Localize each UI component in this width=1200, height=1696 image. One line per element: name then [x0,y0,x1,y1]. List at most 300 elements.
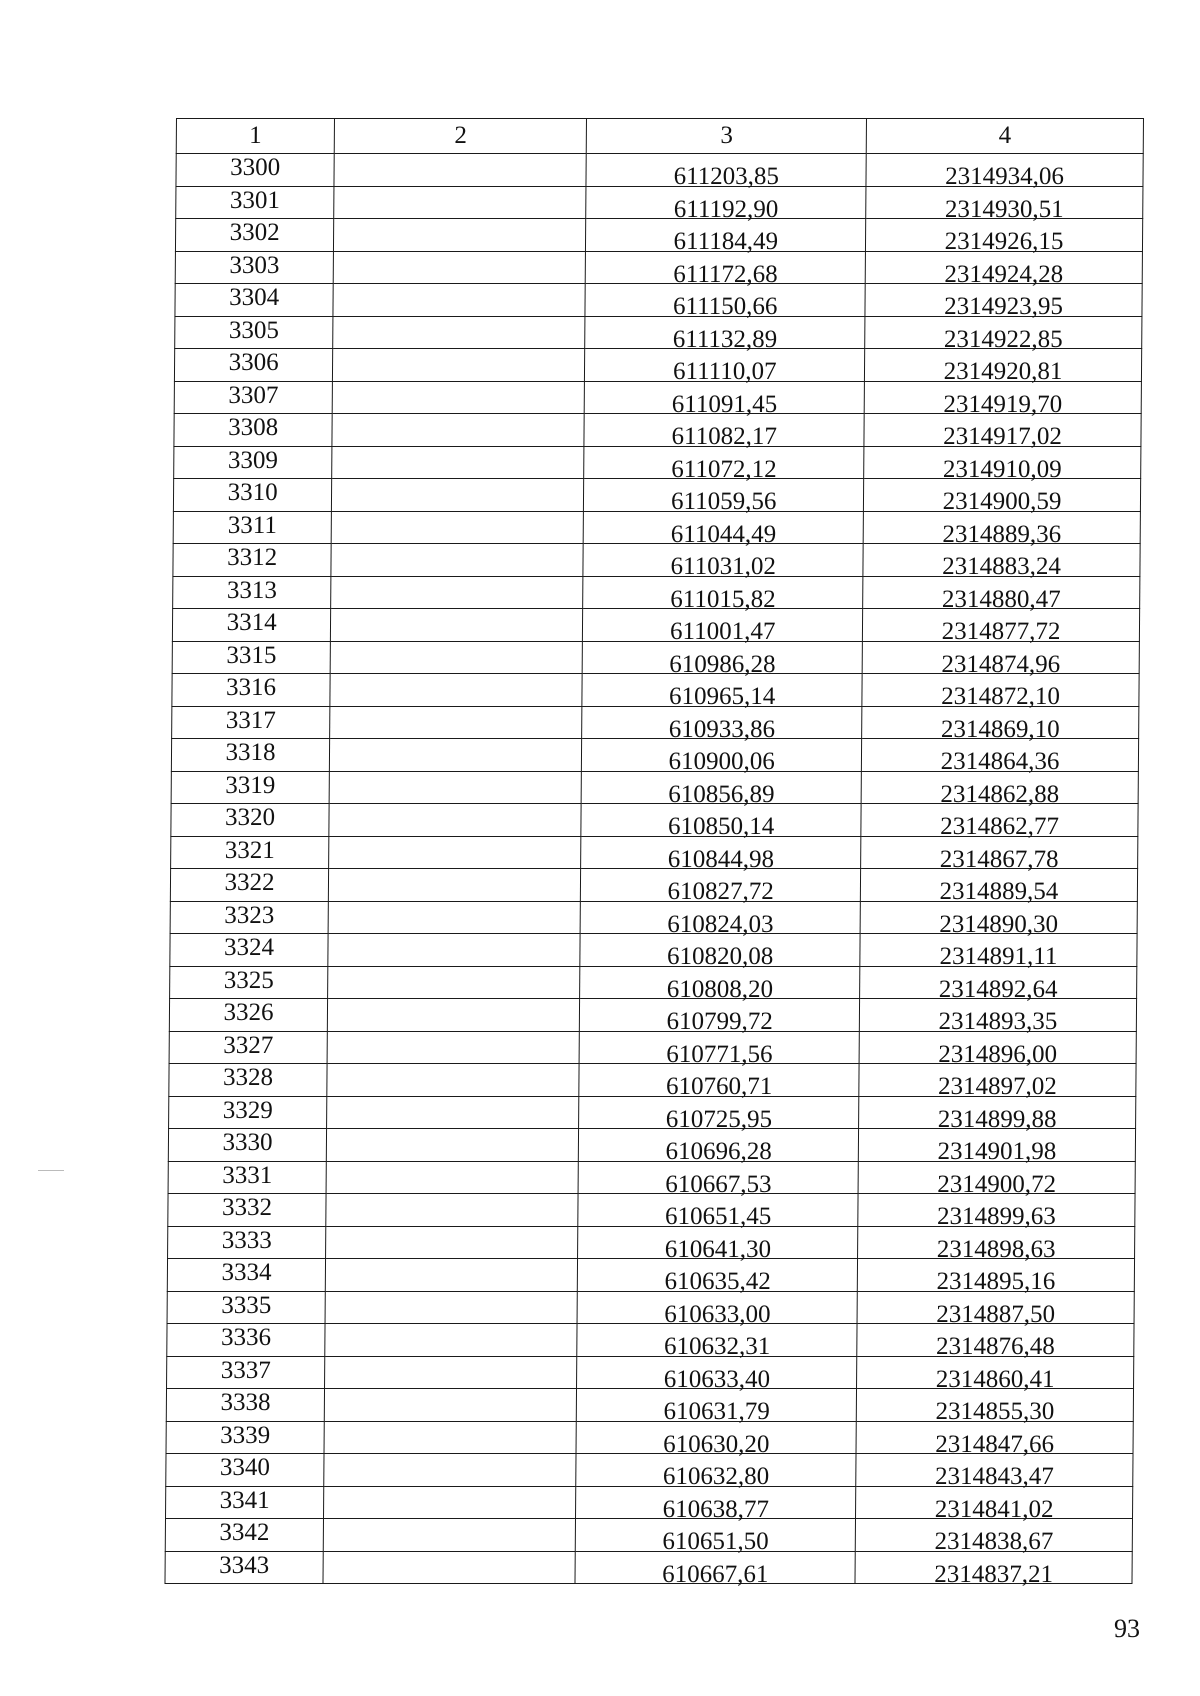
y-coordinate-cell-text: 2314876,48 [935,1333,1055,1361]
x-coordinate-cell-text: 611203,85 [673,163,780,191]
point-number-cell-text: 3304 [229,284,280,312]
point-number-cell [170,934,328,967]
x-coordinate-cell [581,804,861,841]
point-number-cell-text: 3308 [228,414,279,442]
table-row [167,1291,1134,1324]
x-coordinate-cell-text: 610850,14 [667,813,775,841]
x-coordinate-cell-text: 610725,95 [665,1105,773,1133]
table-row [167,1259,1134,1292]
table-row [173,544,1140,577]
point-number-cell [172,641,330,674]
y-coordinate-cell [855,1519,1132,1556]
point-number-cell-text: 3314 [226,609,277,637]
point-number-cell-text: 3313 [226,576,277,604]
x-coordinate-cell [580,966,860,1003]
table-row [169,1031,1136,1064]
x-coordinate-cell-text: 610824,03 [667,910,774,938]
y-coordinate-cell-text: 2314896,00 [938,1040,1058,1068]
x-coordinate-cell-text: 611059,56 [670,488,777,516]
y-coordinate-cell [860,901,1137,938]
point-number-cell-text: 3323 [224,901,275,929]
y-coordinate-cell-text: 2314898,63 [936,1235,1056,1263]
y-coordinate-cell [862,641,1139,678]
y-coordinate-cell-text: 2314860,41 [935,1365,1055,1393]
x-coordinate-cell [585,381,865,418]
x-coordinate-cell [577,1291,857,1328]
y-coordinate-cell [856,1389,1133,1426]
point-number-cell [168,1194,326,1227]
point-number-cell [172,706,330,739]
y-coordinate-cell-text: 2314862,88 [940,780,1060,808]
header-cell-3: 3 [587,119,867,154]
point-number-cell [168,1226,326,1259]
point-number-cell [175,219,333,252]
point-number-cell [171,739,329,772]
x-coordinate-cell-text: 610667,53 [665,1170,772,1198]
y-coordinate-cell-text: 2314893,35 [938,1008,1058,1036]
point-number-cell-text: 3342 [219,1519,270,1547]
x-coordinate-cell-text: 611072,12 [671,455,777,483]
x-coordinate-cell [578,1226,858,1263]
point-number-cell-text: 3341 [219,1486,270,1514]
x-coordinate-cell [578,1161,858,1198]
y-coordinate-cell-text: 2314891,11 [939,943,1058,971]
x-coordinate-cell-text: 610635,42 [664,1268,771,1296]
point-number-cell [170,901,328,934]
point-number-cell [172,609,330,642]
empty-cell [333,316,585,349]
y-coordinate-cell-text: 2314867,78 [939,845,1059,873]
y-coordinate-cell-text: 2314847,66 [935,1430,1055,1458]
point-number-cell [173,544,331,577]
point-number-cell-text: 3339 [220,1421,271,1449]
y-coordinate-cell-text: 2314897,02 [937,1073,1057,1101]
point-number-cell-text: 3329 [222,1096,273,1124]
x-coordinate-cell [577,1324,857,1361]
empty-cell [332,381,584,414]
x-coordinate-cell [575,1551,855,1588]
point-number-cell-text: 3302 [229,219,280,247]
point-number-cell-text: 3327 [223,1031,274,1059]
empty-cell [328,999,580,1032]
x-coordinate-cell [577,1356,857,1393]
x-coordinate-cell [579,1096,859,1133]
x-coordinate-cell [581,869,861,906]
empty-cell [332,479,584,512]
point-number-cell-text: 3305 [228,316,280,344]
table-row [172,674,1139,707]
x-coordinate-cell-text: 611091,45 [671,390,778,418]
y-coordinate-cell-text: 2314917,02 [943,423,1063,451]
table-row [167,1324,1134,1357]
x-coordinate-cell [583,641,863,678]
header-cell-1: 1 [176,119,334,154]
y-coordinate-cell-text: 2314837,21 [934,1560,1054,1588]
y-coordinate-cell-text: 2314887,50 [936,1300,1056,1328]
point-number-cell-text: 3333 [221,1226,272,1254]
x-coordinate-cell [579,1064,859,1101]
point-number-cell [167,1324,325,1357]
x-coordinate-cell [582,706,862,743]
point-number-cell [169,1031,327,1064]
x-coordinate-cell-text: 610641,30 [664,1235,772,1263]
y-coordinate-cell-text: 2314930,51 [944,195,1064,223]
y-coordinate-cell-text: 2314899,63 [936,1203,1056,1231]
empty-cell [332,414,584,447]
empty-cell [334,219,586,252]
x-coordinate-cell-text: 610631,79 [663,1398,770,1426]
point-number-cell [174,349,332,382]
point-number-cell-text: 3337 [220,1356,271,1384]
point-number-cell [171,804,329,837]
y-coordinate-cell-text: 2314890,30 [939,910,1059,938]
table-row [174,414,1141,447]
x-coordinate-cell [586,219,866,256]
y-coordinate-cell [866,219,1143,256]
table-row [168,1194,1135,1227]
y-coordinate-cell-text: 2314910,09 [942,455,1062,483]
empty-cell [328,934,580,967]
x-coordinate-cell [582,739,862,776]
point-number-cell [169,1064,327,1097]
y-coordinate-cell-text: 2314923,95 [944,293,1064,321]
point-number-cell-text: 3318 [225,739,276,767]
point-number-cell-text: 3328 [222,1064,274,1092]
empty-cell [327,1031,579,1064]
table-header-row [176,119,1143,154]
empty-cell [329,836,581,869]
y-coordinate-cell [860,966,1137,1003]
table-row [169,1096,1136,1129]
table-row [169,999,1136,1032]
y-coordinate-cell [864,479,1141,516]
empty-cell [329,771,581,804]
point-number-cell [168,1129,326,1162]
point-number-cell-text: 3324 [223,934,275,962]
x-coordinate-cell [585,284,865,321]
point-number-cell [171,836,329,869]
table-row [173,511,1140,544]
empty-cell [325,1291,577,1324]
x-coordinate-cell [579,1129,859,1166]
x-coordinate-cell [582,674,862,711]
x-coordinate-cell-text: 610632,80 [662,1463,770,1491]
x-coordinate-cell-text: 610638,77 [662,1495,770,1523]
x-coordinate-cell-text: 610986,28 [669,650,776,678]
table-row [171,739,1138,772]
point-number-cell-text: 3334 [221,1259,272,1287]
table-row [176,154,1143,187]
point-number-cell [165,1519,323,1552]
empty-cell [324,1486,576,1519]
x-coordinate-cell [584,511,864,548]
x-coordinate-cell-text: 610808,20 [666,975,774,1003]
point-number-cell [166,1454,324,1487]
point-number-cell [175,251,333,284]
x-coordinate-cell [581,901,861,938]
point-number-cell-text: 3307 [228,381,279,409]
table-row [171,804,1138,837]
x-coordinate-cell-text: 610900,06 [668,748,775,776]
x-coordinate-cell-text: 611110,07 [672,358,777,386]
x-coordinate-cell [576,1421,856,1458]
y-coordinate-cell-text: 2314934,06 [945,163,1065,191]
point-number-cell-text: 3325 [223,966,274,994]
table-row [166,1486,1133,1519]
x-coordinate-cell-text: 610965,14 [669,683,776,711]
point-number-cell-text: 3312 [227,544,278,572]
y-coordinate-cell-text: 2314899,88 [937,1105,1057,1133]
x-coordinate-cell-text: 610827,72 [667,878,774,906]
table-row [175,251,1142,284]
point-number-cell [175,284,333,317]
empty-cell [325,1259,577,1292]
empty-cell [326,1194,578,1227]
empty-cell [328,966,580,999]
point-number-cell [169,1096,327,1129]
y-coordinate-cell [862,674,1139,711]
y-coordinate-cell-text: 2314874,96 [941,650,1061,678]
y-coordinate-cell [865,349,1142,386]
table-row [169,1064,1136,1097]
x-coordinate-cell-text: 610667,61 [662,1560,769,1588]
y-coordinate-cell [858,1129,1135,1166]
table-row [175,219,1142,252]
x-coordinate-cell-text: 610771,56 [666,1040,773,1068]
point-number-cell [174,446,332,479]
table-row [174,349,1141,382]
empty-cell [330,706,582,739]
table-row [173,479,1140,512]
point-number-cell-text: 3317 [225,706,276,734]
y-coordinate-cell-text: 2314864,36 [940,748,1060,776]
empty-cell [328,901,580,934]
table-row [166,1389,1133,1422]
y-coordinate-cell [862,739,1139,776]
y-coordinate-cell [863,511,1140,548]
table-row [168,1129,1135,1162]
table-row [170,934,1137,967]
x-coordinate-cell [586,186,866,223]
x-coordinate-cell-text: 611150,66 [672,293,778,321]
point-number-cell [175,316,333,349]
point-number-cell [170,869,328,902]
y-coordinate-cell [860,934,1137,971]
point-number-cell-text: 3332 [221,1194,273,1222]
x-coordinate-cell-text: 610696,28 [665,1138,772,1166]
point-number-cell-text: 3311 [227,511,278,539]
y-coordinate-cell [863,544,1140,581]
point-number-cell-text: 3321 [224,836,275,864]
point-number-cell-text: 3322 [224,869,275,897]
x-coordinate-cell [584,446,864,483]
x-coordinate-cell [581,836,861,873]
table-row [170,901,1137,934]
x-coordinate-cell [584,414,864,451]
x-coordinate-cell [578,1194,858,1231]
table-row [176,186,1143,219]
y-coordinate-cell [861,804,1138,841]
y-coordinate-cell [865,284,1142,321]
x-coordinate-cell-text: 611192,90 [673,195,779,223]
x-coordinate-cell [577,1389,857,1426]
y-coordinate-cell-text: 2314889,54 [939,878,1059,906]
header-cell-4: 4 [866,119,1143,154]
point-number-cell-text: 3320 [224,804,276,832]
empty-cell [323,1551,575,1584]
point-number-cell [167,1356,325,1389]
x-coordinate-cell [586,154,866,191]
x-coordinate-cell [576,1519,856,1556]
y-coordinate-cell-text: 2314920,81 [943,358,1063,386]
y-coordinate-cell [866,154,1143,191]
x-coordinate-cell-text: 611132,89 [672,325,778,353]
empty-cell [324,1421,576,1454]
point-number-cell [165,1551,323,1584]
y-coordinate-cell [855,1551,1132,1588]
table-row [168,1226,1135,1259]
y-coordinate-cell [857,1259,1134,1296]
point-number-cell-text: 3326 [223,999,274,1027]
table-row [166,1454,1133,1487]
x-coordinate-cell [580,999,860,1036]
point-number-cell-text: 3301 [229,186,281,214]
y-coordinate-cell [863,576,1140,613]
y-coordinate-cell [865,251,1142,288]
y-coordinate-cell-text: 2314838,67 [934,1528,1054,1556]
empty-cell [330,641,582,674]
y-coordinate-cell-text: 2314872,10 [941,683,1060,711]
empty-cell [331,544,583,577]
y-coordinate-cell [856,1486,1133,1523]
point-number-cell [166,1389,324,1422]
x-coordinate-cell [579,1031,859,1068]
coordinates-table-body [165,119,1144,1588]
table-row [167,1356,1134,1389]
point-number-cell-text: 3331 [222,1161,273,1189]
y-coordinate-cell-text: 2314843,47 [934,1463,1054,1491]
x-coordinate-cell-text: 610651,50 [662,1528,769,1556]
table-row [166,1421,1133,1454]
y-coordinate-cell-text: 2314900,59 [942,488,1062,516]
x-coordinate-cell-text: 610844,98 [667,845,775,873]
y-coordinate-cell-text: 2314892,64 [938,975,1058,1003]
point-number-cell-text: 3315 [226,641,277,669]
y-coordinate-cell [859,1064,1136,1101]
empty-cell [327,1064,579,1097]
point-number-cell-text: 3303 [229,251,280,279]
x-coordinate-cell [584,479,864,516]
point-number-cell-text: 3336 [220,1324,272,1352]
table-row [173,576,1140,609]
y-coordinate-cell [861,836,1138,873]
y-coordinate-cell-text: 2314855,30 [935,1398,1055,1426]
y-coordinate-cell [866,186,1143,223]
point-number-cell-text: 3316 [226,674,277,702]
y-coordinate-cell [857,1356,1134,1393]
empty-cell [333,284,585,317]
x-coordinate-cell-text: 611044,49 [670,520,777,548]
point-number-cell-text: 3319 [225,771,276,799]
empty-cell [330,739,582,772]
empty-cell [334,154,586,187]
table-row [175,316,1142,349]
table-row [165,1519,1132,1552]
x-coordinate-cell-text: 610630,20 [663,1430,770,1458]
y-coordinate-cell-text: 2314862,77 [940,813,1059,841]
empty-cell [325,1324,577,1357]
x-coordinate-cell [585,349,865,386]
y-coordinate-cell-text: 2314919,70 [943,390,1063,418]
table-row [172,706,1139,739]
point-number-cell-text: 3330 [222,1129,273,1157]
table-row [174,446,1141,479]
empty-cell [325,1356,577,1389]
y-coordinate-cell-text: 2314883,24 [942,553,1062,581]
empty-cell [331,609,583,642]
empty-cell [324,1454,576,1487]
x-coordinate-cell [585,316,865,353]
point-number-cell [174,381,332,414]
x-coordinate-cell-text: 610633,40 [663,1365,771,1393]
point-number-cell [167,1259,325,1292]
point-number-cell-text: 3338 [220,1389,271,1417]
x-coordinate-cell [583,576,863,613]
header-cell-2: 2 [334,119,586,154]
table-row [165,1551,1132,1584]
x-coordinate-cell-text: 611172,68 [673,260,778,288]
y-coordinate-cell [858,1226,1135,1263]
table-row [170,966,1137,999]
x-coordinate-cell-text: 610651,45 [664,1203,772,1231]
table-row [170,869,1137,902]
x-coordinate-cell-text: 610933,86 [668,715,776,743]
empty-cell [334,186,586,219]
y-coordinate-cell-text: 2314880,47 [941,585,1061,613]
x-coordinate-cell [580,934,860,971]
y-coordinate-cell-text: 2314924,28 [944,260,1064,288]
y-coordinate-cell-text: 2314889,36 [942,520,1062,548]
empty-cell [333,349,585,382]
x-coordinate-cell [576,1454,856,1491]
y-coordinate-cell [864,381,1141,418]
y-coordinate-cell [862,706,1139,743]
point-number-cell-text: 3310 [227,479,278,507]
y-coordinate-cell [865,316,1142,353]
x-coordinate-cell-text: 610760,71 [665,1073,773,1101]
table-row [172,641,1139,674]
point-number-cell [173,479,331,512]
coordinates-table [164,118,1144,1588]
point-number-cell-text: 3340 [219,1454,271,1482]
empty-cell [327,1096,579,1129]
point-number-cell [170,966,328,999]
y-coordinate-cell-text: 2314922,85 [943,325,1063,353]
empty-cell [329,869,581,902]
empty-cell [324,1389,576,1422]
point-number-cell [172,674,330,707]
y-coordinate-cell [856,1421,1133,1458]
x-coordinate-cell-text: 610632,31 [663,1333,771,1361]
x-coordinate-cell-text: 610799,72 [666,1008,773,1036]
x-coordinate-cell [576,1486,856,1523]
table-row [168,1161,1135,1194]
point-number-cell [166,1486,324,1519]
point-number-cell [171,771,329,804]
y-coordinate-cell [860,869,1137,906]
x-coordinate-cell-text: 610820,08 [666,943,774,971]
x-coordinate-cell-text: 611082,17 [671,423,778,451]
